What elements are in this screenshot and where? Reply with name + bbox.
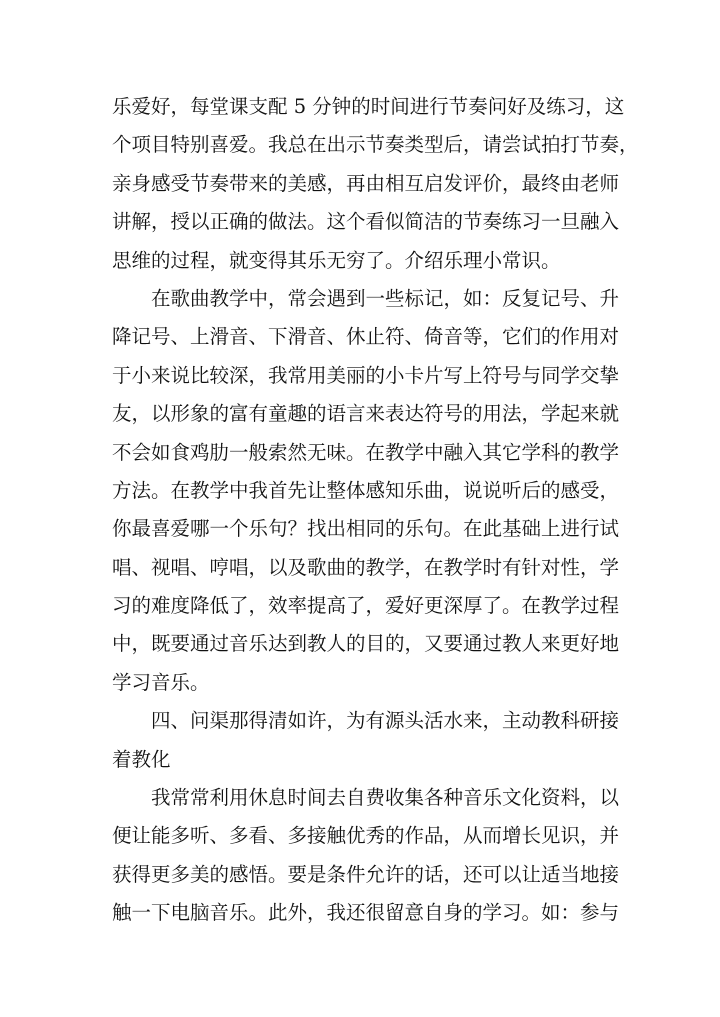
text-line: 着教化 <box>112 747 171 771</box>
text-line: 思维的过程，就变得其乐无穷了。介绍乐理小常识。 <box>112 248 561 272</box>
text-line: 讲解，授以正确的做法。这个看似简洁的节奏练习一旦融入 <box>112 210 620 234</box>
text-line: 不会如食鸡肋一般索然无味。在教学中融入其它学科的教学 <box>112 440 620 464</box>
text-line: 触一下电脑音乐。此外，我还很留意自身的学习。如：参与 <box>112 901 620 925</box>
text-line: 习的难度降低了，效率提高了，爱好更深厚了。在教学过程 <box>112 594 620 618</box>
text-line: 我常常利用休息时间去自费收集各种音乐文化资料，以 <box>151 786 620 810</box>
text-line: 于小来说比较深，我常用美丽的小卡片写上符号与同学交挚 <box>112 363 620 387</box>
text-line: 唱、视唱、哼唱，以及歌曲的教学，在教学时有针对性，学 <box>112 555 620 579</box>
text-line: 中，既要通过音乐达到教人的目的，又要通过教人来更好地 <box>112 632 620 656</box>
text-line: 个项目特别喜爱。我总在出示节奏类型后，请尝试拍打节奏， <box>112 133 639 157</box>
text-line: 四、问渠那得清如许，为有源头活水来，主动教科研接 <box>151 709 620 733</box>
text-line: 获得更多美的感悟。要是条件允许的话，还可以让适当地接 <box>112 862 620 886</box>
text-line: 你最喜爱哪一个乐句？找出相同的乐句。在此基础上进行试 <box>112 517 620 541</box>
text-line: 乐爱好，每堂课支配 5 分钟的时间进行节奏问好及练习，这 <box>112 95 625 118</box>
text-line: 友，以形象的富有童趣的语言来表达符号的用法，学起来就 <box>112 402 620 426</box>
text-line: 学习音乐。 <box>112 670 210 694</box>
document-body <box>112 88 639 933</box>
text-line: 降记号、上滑音、下滑音、休止符、倚音等，它们的作用对 <box>112 325 620 349</box>
text-line: 便让能多听、多看、多接触优秀的作品，从而增长见识，并 <box>112 824 620 848</box>
text-line: 亲身感受节奏带来的美感，再由相互启发评价，最终由老师 <box>112 171 620 195</box>
text-line: 方法。在教学中我首先让整体感知乐曲，说说听后的感受， <box>112 478 620 502</box>
text-line: 在歌曲教学中，常会遇到一些标记，如：反复记号、升 <box>151 286 620 310</box>
